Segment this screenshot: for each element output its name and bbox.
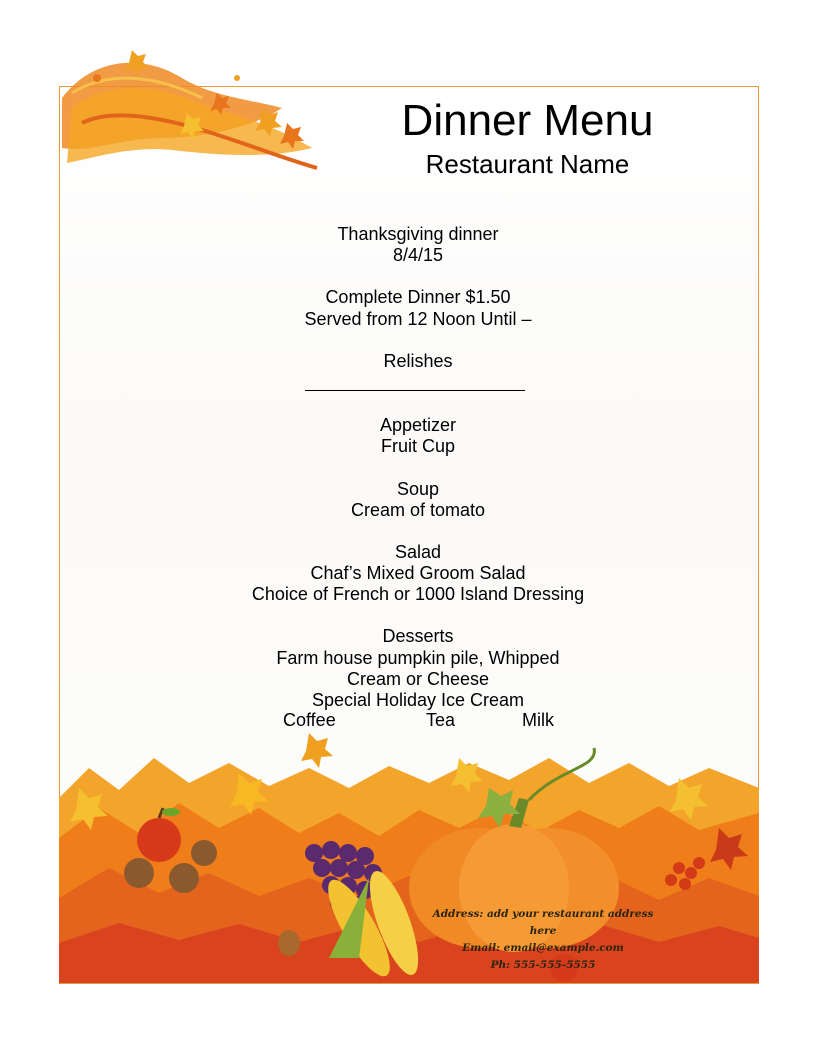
soup-item: Cream of tomato <box>350 500 486 520</box>
dessert-item: Special Holiday Ice Cream <box>311 690 525 710</box>
served-line: Served from 12 Noon Until – <box>304 309 532 329</box>
drink-item: Milk <box>522 710 554 730</box>
appetizer-item: Fruit Cup <box>380 436 456 456</box>
drink-item: Tea <box>426 710 456 730</box>
divider-line <box>305 390 525 391</box>
dessert-item: Farm house pumpkin pile, Whipped <box>276 648 560 668</box>
address-text: Address: add your restaurant address here <box>432 908 654 937</box>
acorn-icon <box>278 930 300 956</box>
price-line: Complete Dinner $1.50 <box>325 287 511 307</box>
restaurant-name: Restaurant Name <box>425 149 630 179</box>
salad-heading: Salad <box>394 542 442 562</box>
salad-item: Chaf’s Mixed Groom Salad <box>310 563 526 583</box>
contact-info <box>418 906 668 974</box>
email-text: Email: email@example.com <box>462 942 624 954</box>
dessert-item: Cream or Cheese <box>346 669 490 689</box>
desserts-heading: Desserts <box>382 626 454 646</box>
menu-title: Dinner Menu <box>401 96 654 145</box>
appetizer-heading: Appetizer <box>379 415 457 435</box>
soup-heading: Soup <box>396 479 440 499</box>
menu-date: 8/4/15 <box>392 245 444 265</box>
autumn-swirl-decoration <box>52 38 332 198</box>
occasion-text: Thanksgiving dinner <box>337 224 499 244</box>
drink-item: Coffee <box>283 710 336 730</box>
relishes-heading: Relishes <box>383 351 453 371</box>
phone-text: Ph: 555-555-5555 <box>490 959 596 971</box>
salad-dressing: Choice of French or 1000 Island Dressing <box>251 584 585 604</box>
